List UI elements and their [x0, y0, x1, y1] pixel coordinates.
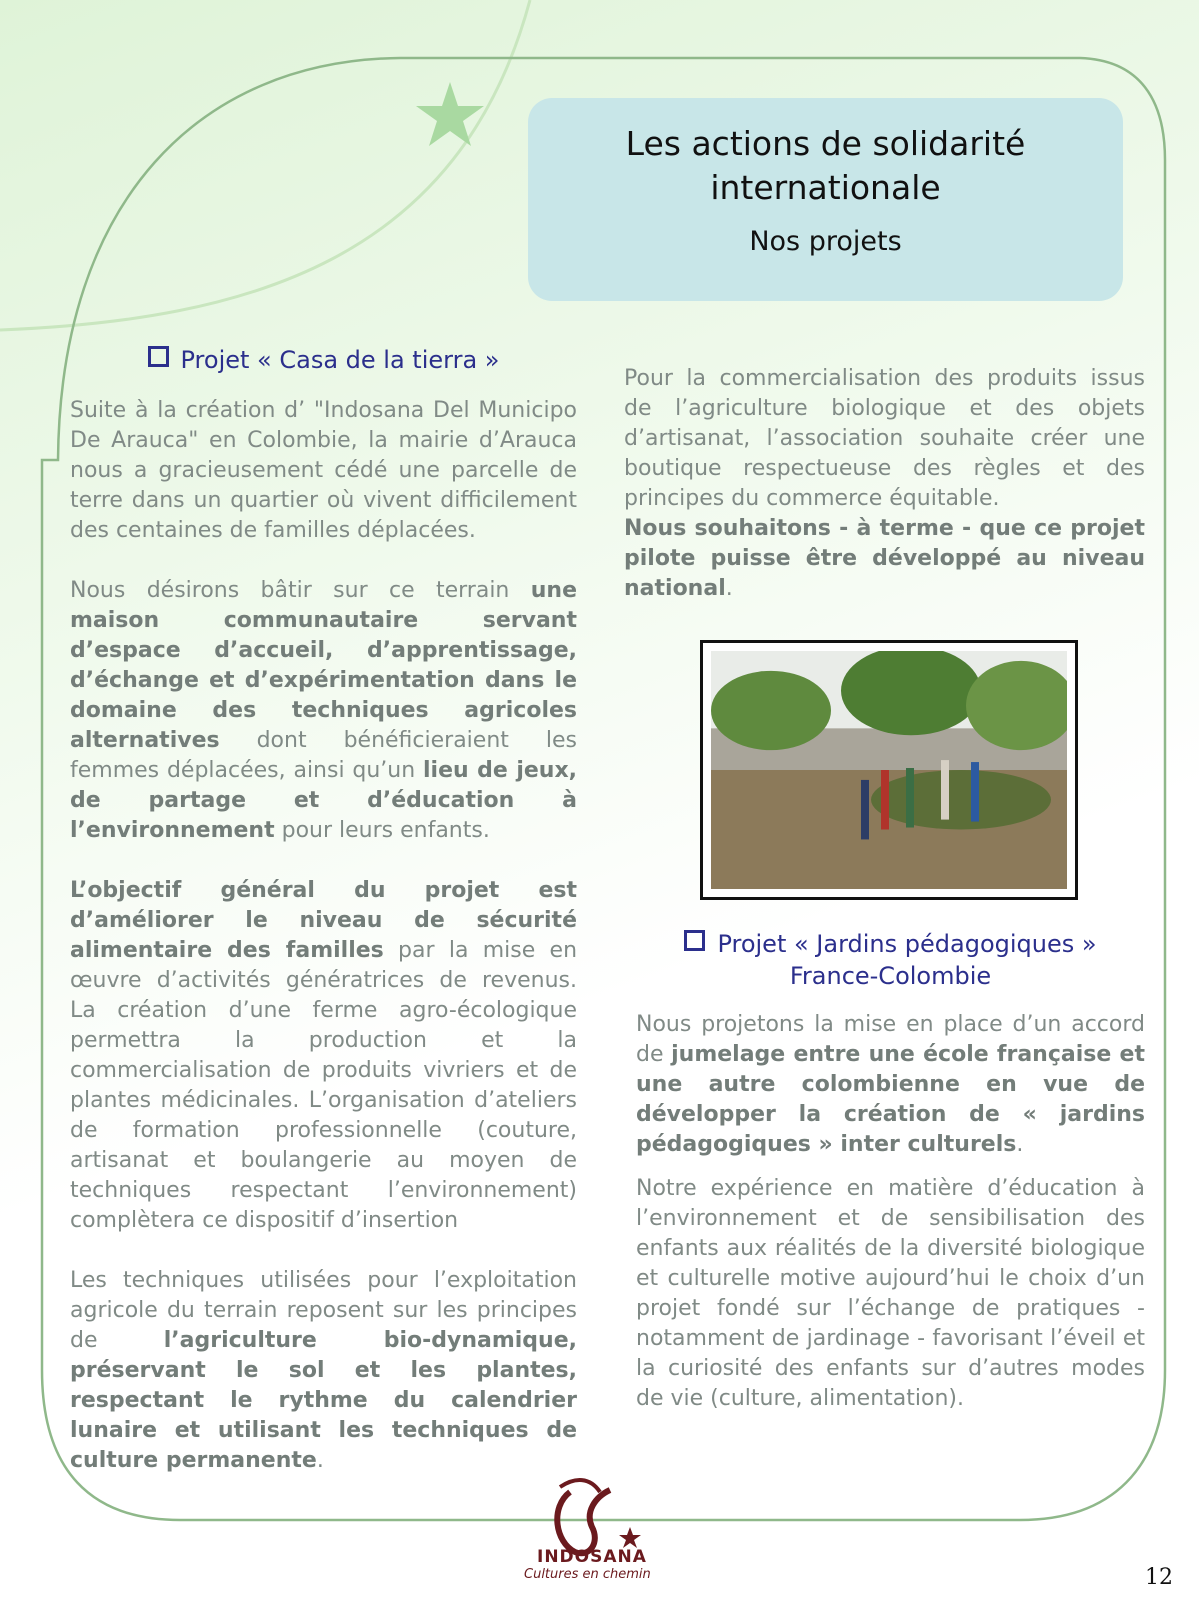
logo-name: INDOSANA — [537, 1547, 647, 1567]
checkbox-square-icon — [684, 930, 705, 951]
left-paragraph-1: Suite à la création d’ "Indosana Del Municipo De Arauca" en Colombie, la mairie d’Arauca nous a gracieusement cédé une parcelle de terre dans un quartier où vivent difficilement des centaines de familles déplacées. — [70, 398, 577, 543]
left-paragraph-3: L’objectif général du projet est d’améliorer le niveau de sécurité alimentaire des familles par la mise en œuvre d’activités génératrices de revenus. La création d’une ferme agro-écologique permettra la production et la commercialisation de produits vivriers et de plantes médicinales. L’organisation d’ateliers de formation professionnelle (couture, artisanat et boulangerie au moyen de techniques respectant l’environnement) complètera ce dispositif d’insertion — [70, 878, 578, 1233]
right-paragraph-1: Pour la commercialisation des produits issus de l’agriculture biologique et des objets d’artisanat, l’association souhaite créer une boutique respectueuse des règles et des principes du commerce équitable. — [624, 366, 1145, 511]
page-number: 12 — [1145, 1565, 1173, 1590]
right-paragraph-3: Nous projetons la mise en place d’un accord de jumelage entre une école française et une autre colombienne en vue de développer la création de « jardins pédagogiques » inter culturels. — [636, 1012, 1145, 1157]
star-icon — [416, 82, 484, 146]
checkbox-square-icon — [148, 346, 169, 367]
project-photo — [700, 640, 1078, 900]
title-box — [528, 98, 1123, 301]
small-star-icon — [619, 1527, 641, 1548]
right-column-top — [624, 364, 1145, 634]
page-subtitle: Nos projets — [749, 226, 902, 257]
right-column-bottom — [636, 928, 1145, 1444]
logo-tagline: Cultures en chemin — [524, 1567, 651, 1582]
left-paragraph-2: Nous désirons bâtir sur ce terrain une maison communautaire servant d’espace d’accueil, d’apprentissage, d’échange et d’expérimentation dans le domaine des techniques agricoles alternatives dont bénéficieraient les femmes déplacées, ainsi qu’un lieu de jeux, de partage et d’éducation à l’environnement pour leurs enfants. — [70, 578, 577, 843]
right-paragraph-4: Notre expérience en matière d’éducation à l’environnement et de sensibilisation des enfants aux réalités de la diversité biologique et culturelle motive aujourd’hui le choix d’un projet fondé sur l’échange de pratiques - notamment de jardinage - favorisant l’éveil et la curiosité des enfants sur d’autres modes de vie (culture, alimentation). — [636, 1176, 1145, 1411]
left-paragraph-4: Les techniques utilisées pour l’exploitation agricole du terrain reposent sur les principes de l’agriculture bio-dynamique, préservant le sol et les plantes, respectant le rythme du calendrier lunaire et utilisant les techniques de culture permanente. — [70, 1268, 577, 1473]
page-title: Les actions de solidarité internationale — [625, 124, 1026, 207]
right-paragraph-2: Nous souhaitons - à terme - que ce projet pilote puisse être développé au niveau national. — [624, 516, 1145, 601]
left-column — [70, 344, 577, 1506]
children-garden-photo — [711, 651, 1067, 889]
left-heading: Projet « Casa de la tierra » — [70, 344, 577, 376]
right-heading: Projet « Jardins pédagogiques » France-Colombie — [636, 928, 1145, 992]
